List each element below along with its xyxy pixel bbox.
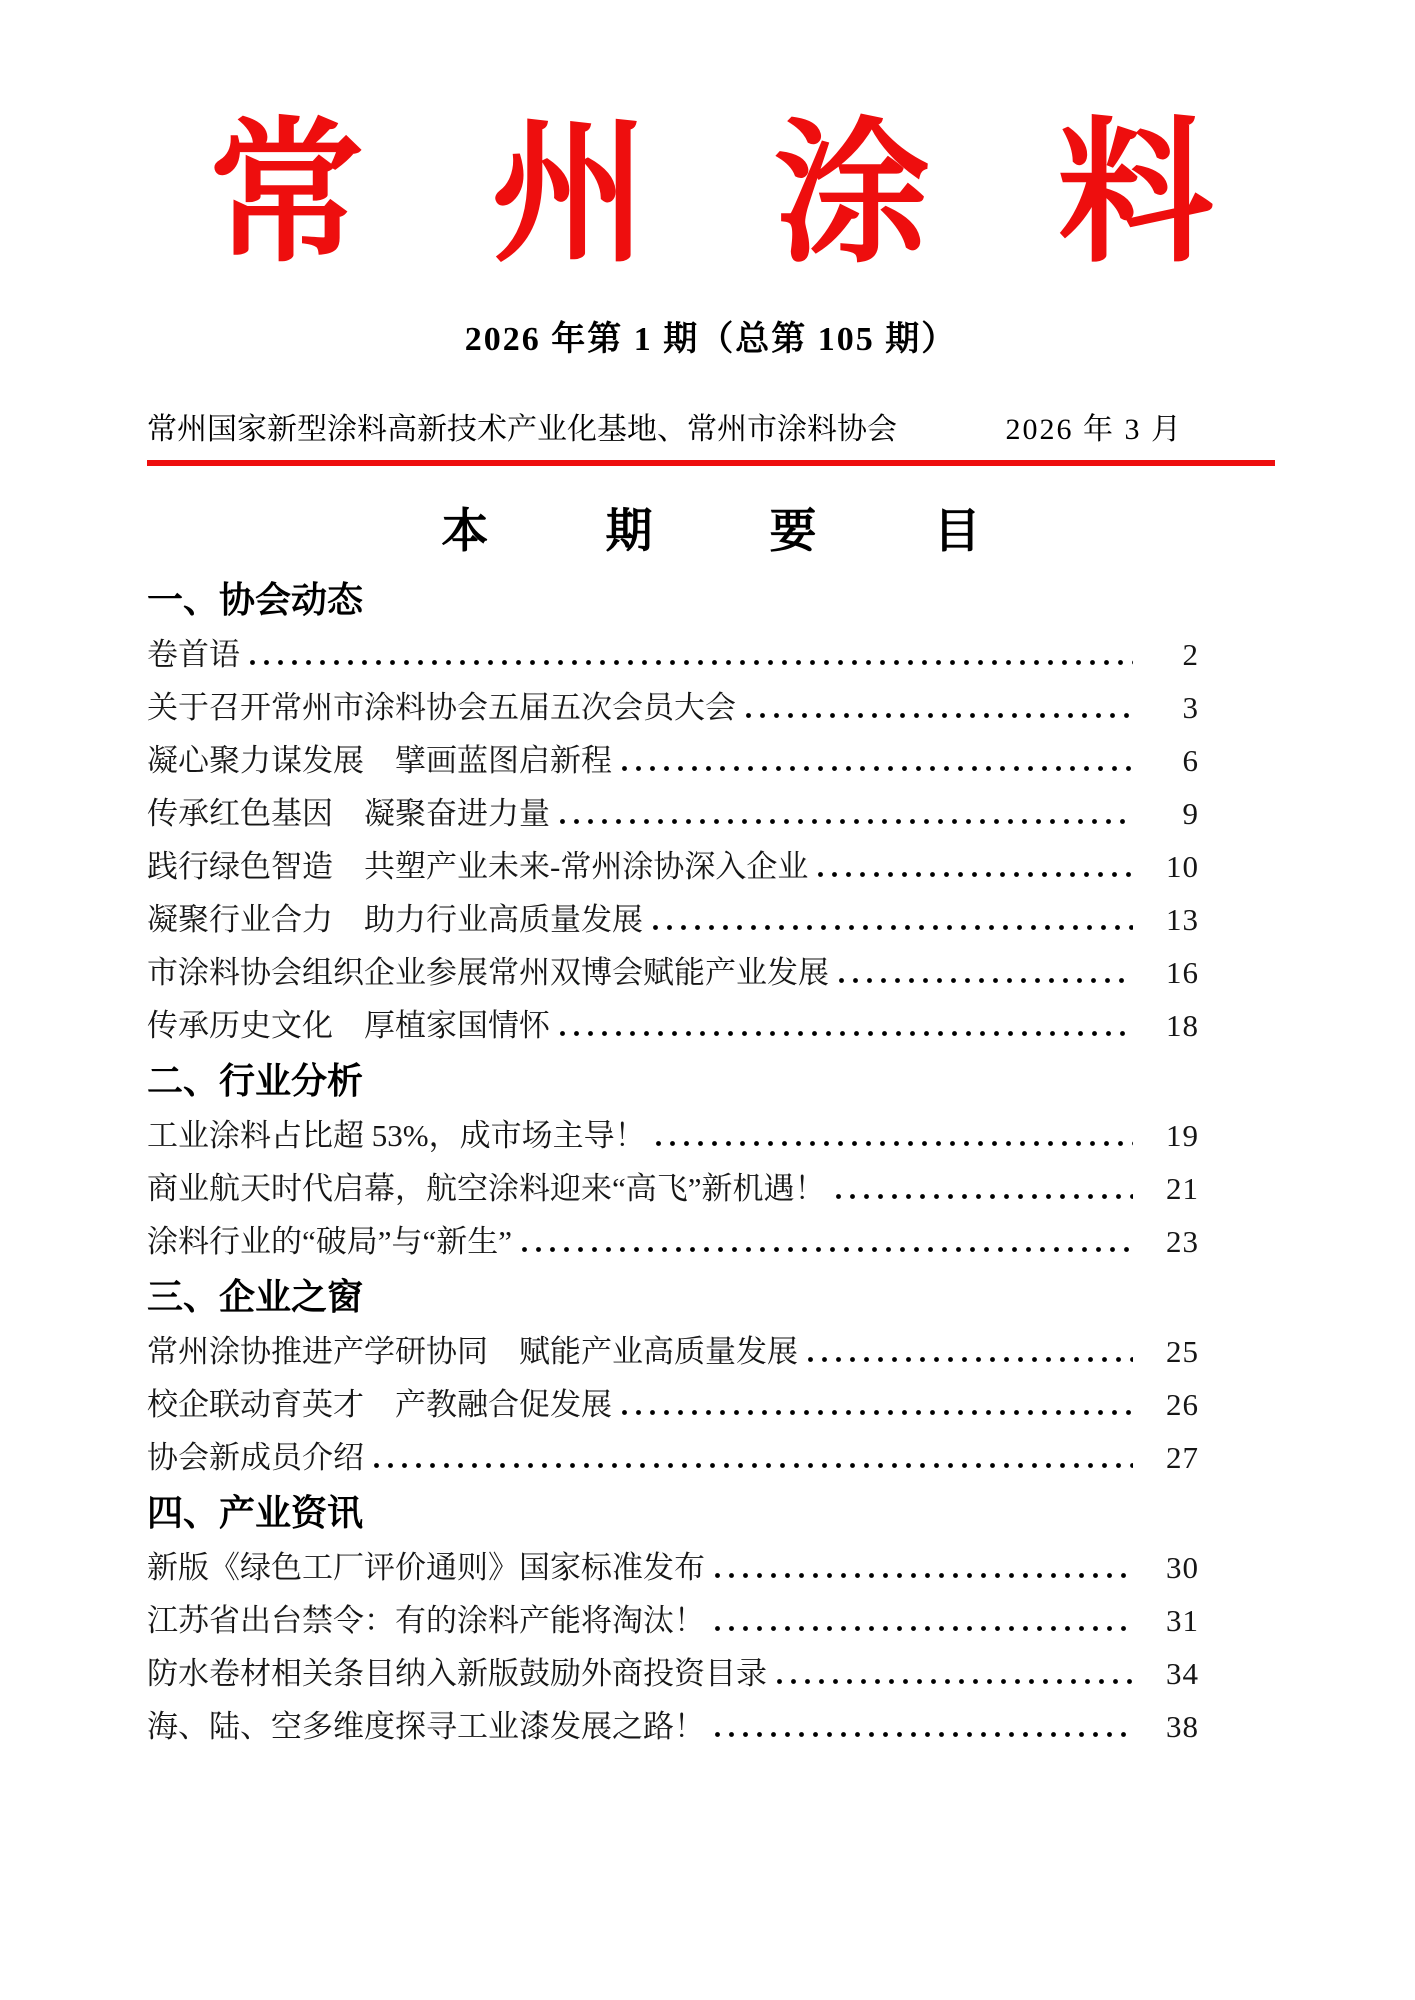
red-divider-rule [147,460,1275,466]
toc-entry-page-number: 23 [1166,1224,1199,1260]
toc-entry-title: 海、陆、空多维度探寻工业漆发展之路！ [147,1709,705,1745]
issue-date: 2026 年 3 月 [1005,413,1183,447]
table-of-contents [147,571,1275,1753]
toc-entry [147,681,1199,734]
toc-entry-title: 常州涂协推进产学研协同 赋能产业高质量发展 [147,1334,798,1370]
toc-entry [147,1325,1199,1378]
publisher-name: 常州国家新型涂料高新技术产业化基地、常州市涂料协会 [147,413,897,447]
toc-section-heading: 一、协会动态 [147,579,364,621]
dot-leader [839,978,1133,983]
toc-entry [147,1700,1199,1753]
dot-leader [250,660,1133,665]
toc-entry [147,1215,1199,1268]
toc-entry-title: 传承历史文化 厚植家国情怀 [147,1008,550,1044]
toc-entry [147,1431,1199,1484]
toc-entry-page-number: 10 [1166,849,1199,885]
toc-entry-title: 市涂料协会组织企业参展常州双博会赋能产业发展 [147,955,829,991]
toc-entry-page-number: 6 [1182,743,1199,779]
dot-leader [374,1463,1133,1468]
toc-entry-title: 协会新成员介绍 [147,1440,364,1476]
toc-section-heading: 四、产业资讯 [147,1492,364,1534]
dot-leader [560,1031,1133,1036]
toc-entry [147,1594,1199,1647]
dot-leader [836,1194,1133,1199]
dot-leader [560,819,1133,824]
toc-entry [147,840,1199,893]
toc-entry [147,1647,1199,1700]
toc-entry-title: 江苏省出台禁令：有的涂料产能将淘汰！ [147,1603,705,1639]
toc-entry [147,893,1199,946]
toc-entry [147,787,1199,840]
dot-leader [622,1410,1133,1415]
dot-leader [808,1357,1133,1362]
toc-entry-title: 工业涂料占比超 53%，成市场主导！ [147,1118,646,1154]
newsletter-title: 常 州 涂 料 [208,108,1258,281]
toc-entry-title: 卷首语 [147,637,240,673]
toc-entry [147,946,1199,999]
toc-entry-page-number: 18 [1166,1008,1199,1044]
toc-entry-page-number: 38 [1166,1709,1199,1745]
toc-entry-page-number: 26 [1166,1387,1199,1423]
dot-leader [522,1247,1133,1252]
toc-entry-title: 践行绿色智造 共塑产业未来-常州涂协深入企业 [147,849,809,885]
toc-entry-page-number: 34 [1166,1656,1199,1692]
toc-section-heading: 二、行业分析 [147,1060,364,1102]
toc-entry [147,1109,1199,1162]
toc-entry [147,1541,1199,1594]
toc-entry-title: 商业航天时代启幕，航空涂料迎来“高飞”新机遇！ [147,1171,826,1207]
toc-entry-page-number: 21 [1166,1171,1199,1207]
toc-entry-page-number: 13 [1166,902,1199,938]
toc-entry-title: 防水卷材相关条目纳入新版鼓励外商投资目录 [147,1656,767,1692]
publisher-row [147,404,1275,448]
toc-entry-page-number: 19 [1166,1118,1199,1154]
dot-leader [715,1626,1133,1631]
dot-leader [715,1573,1133,1578]
dot-leader [746,713,1133,718]
dot-leader [777,1679,1133,1684]
toc-entry-page-number: 16 [1166,955,1199,991]
dot-leader [653,925,1133,930]
dot-leader [622,766,1133,771]
toc-entry-title: 校企联动育英才 产教融合促发展 [147,1387,612,1423]
toc-entry-page-number: 25 [1166,1334,1199,1370]
dot-leader [715,1732,1133,1737]
toc-entry-page-number: 2 [1182,637,1199,673]
toc-entry-title: 关于召开常州市涂料协会五届五次会员大会 [147,690,736,726]
dot-leader [818,872,1133,877]
toc-entry [147,999,1199,1052]
toc-entry [147,1162,1199,1215]
toc-entry-title: 新版《绿色工厂评价通则》国家标准发布 [147,1550,705,1586]
toc-entry-page-number: 30 [1166,1550,1199,1586]
toc-entry-page-number: 31 [1166,1603,1199,1639]
contents-heading: 本 期 要 目 [441,504,1033,558]
toc-entry-title: 传承红色基因 凝聚奋进力量 [147,796,550,832]
toc-entry [147,734,1199,787]
issue-number-line: 2026 年第 1 期（总第 105 期） [464,321,958,359]
toc-entry-page-number: 9 [1182,796,1199,832]
toc-entry-title: 涂料行业的“破局”与“新生” [147,1224,513,1260]
toc-entry-page-number: 27 [1166,1440,1199,1476]
toc-entry-page-number: 3 [1182,690,1199,726]
toc-section-heading: 三、企业之窗 [147,1276,364,1318]
toc-entry [147,1378,1199,1431]
toc-entry-title: 凝聚行业合力 助力行业高质量发展 [147,902,643,938]
toc-entry [147,628,1199,681]
dot-leader [656,1141,1133,1146]
toc-entry-title: 凝心聚力谋发展 擘画蓝图启新程 [147,743,612,779]
